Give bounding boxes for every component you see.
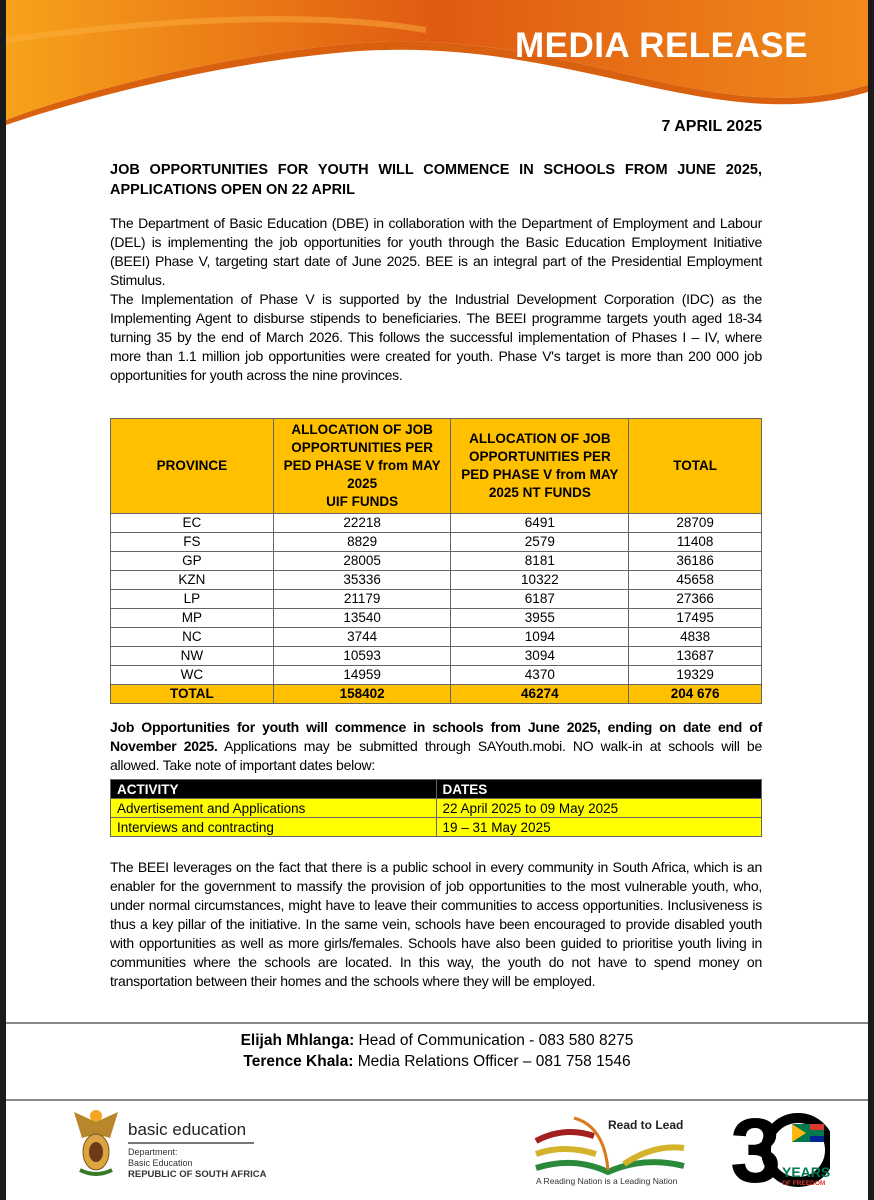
dates-cell: 19 – 31 May 2025 — [436, 818, 762, 837]
divider — [6, 1022, 868, 1024]
province-cell: MP — [111, 609, 274, 628]
paragraph-implementation: The Implementation of Phase V is supported by the Industrial Development Corporation (IDC) as the Implementing Agent to disburse stipends to beneficiaries. The BEEI programme targets youth aged 18-34 turning 35 by the end of March 2026. This follows the successful implementation of Phases I – IV, where more than 1.1 million job opportunities were created for youth. Phase V's target is more than 200 000 job opportunities for youth across the nine provinces. — [110, 291, 762, 383]
contacts — [6, 1030, 868, 1072]
svg-text:3: 3 — [730, 1104, 782, 1194]
uif-cell: 10593 — [273, 647, 451, 666]
read-to-lead-tagline: A Reading Nation is a Leading Nation — [536, 1176, 678, 1186]
nt-cell: 6187 — [451, 590, 629, 609]
dbe-name: basic education — [128, 1120, 254, 1144]
table-row — [111, 533, 762, 552]
table-row — [111, 590, 762, 609]
media-release-title: MEDIA RELEASE — [514, 26, 808, 65]
province-cell: NW — [111, 647, 274, 666]
nt-cell: 2579 — [451, 533, 629, 552]
uif-cell: 3744 — [273, 628, 451, 647]
coat-of-arms-icon — [68, 1108, 124, 1176]
col-header-province: PROVINCE — [111, 419, 274, 514]
province-cell: EC — [111, 514, 274, 533]
province-cell: NC — [111, 628, 274, 647]
dates-table — [110, 779, 762, 837]
table-row — [111, 571, 762, 590]
col-header-activity: ACTIVITY — [111, 780, 437, 799]
nt-cell: 10322 — [451, 571, 629, 590]
uif-cell: 22218 — [273, 514, 451, 533]
col-header-nt: ALLOCATION OF JOB OPPORTUNITIES PER PED PHASE V from MAY 2025 NT FUNDS — [451, 419, 629, 514]
dbe-line: Basic Education — [128, 1158, 193, 1168]
nt-cell: 3955 — [451, 609, 629, 628]
table-row — [111, 666, 762, 685]
nt-cell: 46274 — [451, 685, 629, 704]
total-cell: 19329 — [629, 666, 762, 685]
province-cell: KZN — [111, 571, 274, 590]
total-cell: 17495 — [629, 609, 762, 628]
uif-cell: 21179 — [273, 590, 451, 609]
col-header-uif-label: ALLOCATION OF JOB OPPORTUNITIES PER PED PHASE V from MAY 2025 — [283, 422, 441, 491]
allocation-table — [110, 418, 762, 704]
table-row — [111, 609, 762, 628]
allocation-table-wrap — [110, 418, 762, 704]
total-cell: 27366 — [629, 590, 762, 609]
contact-role: Media Relations Officer – 081 758 1546 — [353, 1053, 631, 1070]
uif-cell: 158402 — [273, 685, 451, 704]
nt-cell: 4370 — [451, 666, 629, 685]
release-date: 7 APRIL 2025 — [661, 118, 762, 135]
col-header-uif — [273, 419, 451, 514]
dbe-country: REPUBLIC OF SOUTH AFRICA — [128, 1169, 267, 1180]
paragraph-commencement — [110, 718, 762, 775]
contact-name: Elijah Mhlanga: — [240, 1032, 355, 1049]
paragraph-intro: The Department of Basic Education (DBE) in collaboration with the Department of Employment and Labour (DEL) is implementing the job opportunities for youth through the Basic Education Employment Initiative (BEEI) Phase V, targeting start date of June 2025. BEE is an integral part of the Presidential Employment Stimulus. — [110, 215, 762, 288]
col-header-dates: DATES — [436, 780, 762, 799]
table-row — [111, 647, 762, 666]
province-cell: GP — [111, 552, 274, 571]
province-cell: LP — [111, 590, 274, 609]
table-row — [111, 514, 762, 533]
headline: JOB OPPORTUNITIES FOR YOUTH WILL COMMENCE IN SCHOOLS FROM JUNE 2025, APPLICATIONS OPEN ON 22 APRIL — [110, 162, 762, 198]
dates-table-wrap — [110, 779, 762, 837]
uif-cell: 8829 — [273, 533, 451, 552]
col-header-uif-funds: UIF FUNDS — [326, 494, 399, 509]
intro-section — [110, 214, 762, 385]
table-row — [111, 799, 762, 818]
activity-cell: Advertisement and Applications — [111, 799, 437, 818]
total-row — [111, 685, 762, 704]
dates-cell: 22 April 2025 to 09 May 2025 — [436, 799, 762, 818]
table-row — [111, 628, 762, 647]
total-cell: 11408 — [629, 533, 762, 552]
nt-cell: 8181 — [451, 552, 629, 571]
dbe-sub — [128, 1147, 266, 1180]
media-release-page — [6, 0, 868, 1200]
commencement-bold: Job Opportunities for youth will commence in schools from June 2025, ending on date end of November 2025. — [110, 719, 762, 754]
uif-cell: 28005 — [273, 552, 451, 571]
dbe-logo-text — [128, 1120, 266, 1180]
total-cell: 13687 — [629, 647, 762, 666]
footer-logos — [6, 1102, 868, 1197]
total-cell: 45658 — [629, 571, 762, 590]
total-cell: 204 676 — [629, 685, 762, 704]
uif-cell: 14959 — [273, 666, 451, 685]
years-text: YEARS — [782, 1164, 831, 1180]
uif-cell: 35336 — [273, 571, 451, 590]
freedom-text: OF FREEDOM — [782, 1180, 826, 1187]
activity-cell: Interviews and contracting — [111, 818, 437, 837]
province-cell: WC — [111, 666, 274, 685]
table-row — [111, 818, 762, 837]
divider — [6, 1099, 868, 1101]
uif-cell: 13540 — [273, 609, 451, 628]
table-row — [111, 552, 762, 571]
col-header-total: TOTAL — [629, 419, 762, 514]
nt-cell: 6491 — [451, 514, 629, 533]
province-cell: TOTAL — [111, 685, 274, 704]
nt-cell: 1094 — [451, 628, 629, 647]
province-cell: FS — [111, 533, 274, 552]
beei-section — [110, 858, 762, 991]
read-to-lead-title: Read to Lead — [608, 1118, 684, 1132]
contact-line — [6, 1030, 868, 1051]
total-cell: 4838 — [629, 628, 762, 647]
contact-line — [6, 1051, 868, 1072]
contact-name: Terence Khala: — [243, 1053, 354, 1070]
commencement-section — [110, 718, 762, 775]
dbe-line: Department: — [128, 1147, 178, 1157]
total-cell: 36186 — [629, 552, 762, 571]
paragraph-beei: The BEEI leverages on the fact that there is a public school in every community in South Africa, which is an enabler for the government to massify the provision of job opportunities to the most vulnerable youth, who, under normal circumstances, might have to leave their communities to access opportunities. Inclusiveness is thus a key pillar of the initiative. In the same vein, schools have been encouraged to provide disabled youth with opportunities as well as more girls/females. Schools have also been guided to prioritise youth living in communities where the schools are located. In this way, the youth do not have to spend money on transportation between their homes and the schools where they will be employed. — [110, 859, 762, 989]
contact-role: Head of Communication - 083 580 8275 — [354, 1032, 634, 1049]
total-cell: 28709 — [629, 514, 762, 533]
nt-cell: 3094 — [451, 647, 629, 666]
commencement-rest: Applications may be submitted through SAYouth.mobi. NO walk-in at schools will be allowed. Take note of important dates below: — [110, 738, 762, 773]
